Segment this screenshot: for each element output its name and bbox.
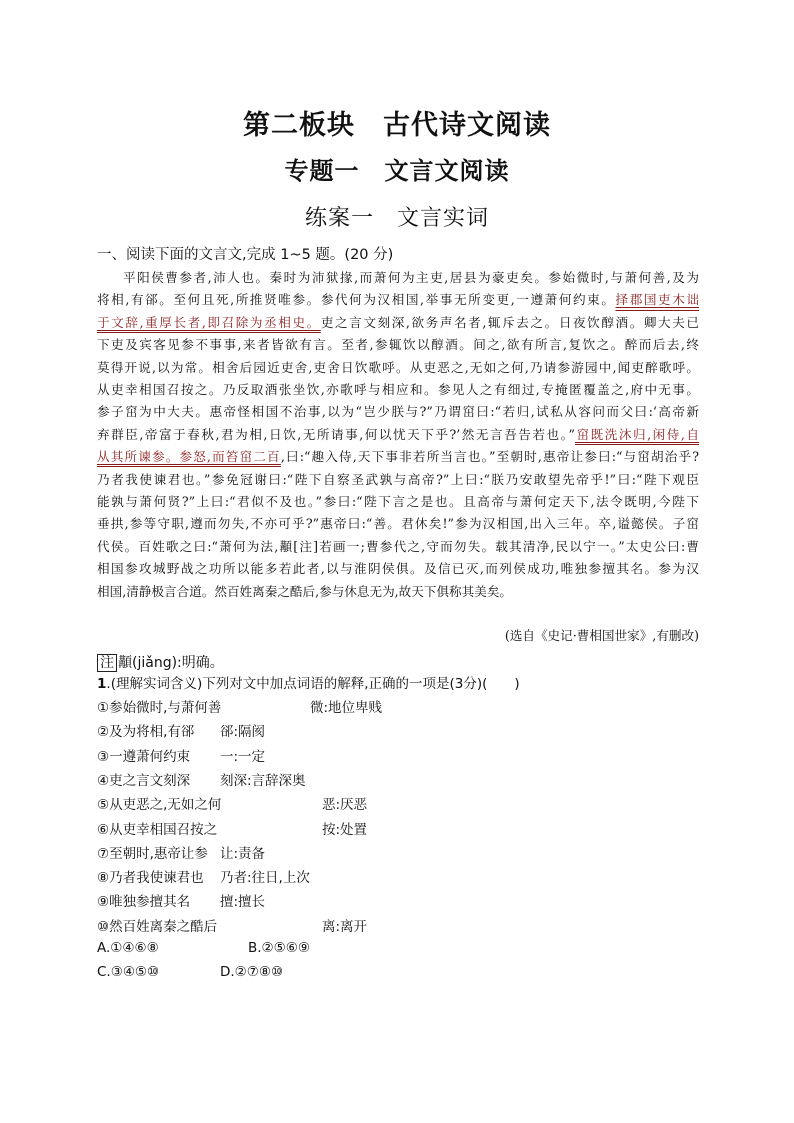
answer-choice[interactable]: D.②⑦⑧⑩ [220, 964, 284, 980]
passage-text: 从吏幸相国召按之。乃反取酒张坐饮,亦歌呼与相应和。参见人之有细过,专掩匿覆盖之,府中无事。 [97, 382, 699, 397]
passage-line [97, 537, 699, 557]
note-tag: 注 [97, 654, 117, 672]
question-stem [97, 673, 520, 695]
option-item-text: ⑩然百姓离秦之酷后 [97, 918, 218, 935]
underlined-sentence: 择郡国吏木诎 [615, 292, 700, 308]
note-text: 顜(jiǎng):明确。 [118, 655, 224, 671]
passage-text: 平阳侯曹参者,沛人也。秦时为沛狱掾,而萧何为主吏,居县为豪吏矣。参始微时,与萧何善,及为 [123, 270, 699, 285]
option-item-gloss: 让:责备 [220, 845, 266, 862]
option-item-text: ⑧乃者我使谏君也 [97, 870, 204, 887]
passage-text: 能孰与萧何贤?”上曰:“君似不及也。”参曰:“陛下言之是也。且高帝与萧何定天下,法令既明,今陛下 [97, 494, 699, 509]
option-item-text: ③一遵萧何约束 [97, 748, 191, 765]
question-number: 1 [97, 676, 107, 692]
answer-choice[interactable]: C.③④⑤⑩ [97, 964, 160, 980]
exercise-title: 练案一 文言实词 [304, 206, 489, 231]
answer-choice[interactable]: B.②⑤⑥⑨ [248, 940, 310, 956]
passage-text: 参子窋为中大夫。惠帝怪相国不治事,以为“岂少朕与?”乃谓窋曰:“若归,试私从容问而父曰:‘高帝新 [97, 404, 699, 420]
passage-text: 乃者我使谏君也。”参免冠谢曰:“陛下自察圣武孰与高帝?”上曰:“朕乃安敢望先帝乎!”曰:“陛下观臣 [97, 471, 699, 487]
underlined-sentence: 从其所谏参。参怒,而笞窋二百 [97, 449, 281, 465]
section-heading: 一、阅读下面的文言文,完成 1~5 题。(20 分) [97, 247, 394, 263]
answer-choice[interactable]: A.①④⑥⑧ [97, 940, 159, 956]
passage-text: 莫得开说,以为常。相舍后园近吏舍,吏舍日饮歌呼。从吏恶之,无如之何,乃请参游园中,闻吏醉歌呼。 [97, 359, 699, 375]
option-item-gloss: 离:离开 [322, 918, 368, 935]
annotation-note [97, 652, 224, 672]
passage-line [97, 290, 699, 310]
passage-line [97, 335, 699, 355]
option-item-gloss: 按:处置 [322, 821, 368, 838]
option-item-gloss: 乃者:往日,上次 [220, 870, 310, 887]
option-item-text: ④吏之言文刻深 [97, 772, 191, 789]
passage-text: 下吏及宾客见参不事事,来者皆欲有言。至者,参辄饮以醇酒。间之,欲有所言,复饮之。醉而后去,终 [97, 337, 699, 353]
passage-line [97, 380, 699, 400]
passage-line [97, 313, 699, 333]
option-item-text: ⑦至朝时,惠帝让参 [97, 845, 208, 862]
passage-line [97, 514, 699, 534]
passage-source: (选自《史记·曹相国世家》,有删改) [504, 628, 699, 643]
underlined-sentence: 窋既洗沐归,闲侍,自 [574, 426, 699, 442]
passage-text: 相国,清静极言合道。然百姓离秦之酷后,参与休息无为,故天下俱称其美矣。 [97, 583, 513, 599]
passage-text: 相国参攻城野战之功所以能多若此者,以与淮阴侯俱。及信已灭,而列侯成功,唯独参擅其名。参为汉 [97, 561, 699, 577]
passage-text: ,曰:“趣入侍,天下事非若所当言也。”至朝时,惠帝让参曰:“与窋胡治乎? [280, 449, 699, 465]
option-item-gloss: 微:地位卑贱 [310, 700, 383, 716]
option-item-gloss: 刻深:言辞深奥 [220, 772, 306, 789]
part-title: 第二板块 古代诗文阅读 [243, 110, 551, 141]
topic-title: 专题一 文言文阅读 [284, 157, 510, 185]
option-item-text: ⑥从吏幸相国召按之 [97, 821, 218, 838]
passage-line [97, 447, 699, 467]
question-text: .(理解实词含义)下列对文中加点词语的解释,正确的一项是(3分)( ) [106, 676, 520, 692]
passage-line [97, 492, 699, 512]
option-item-text: ①参始微时,与萧何善 [97, 700, 222, 716]
option-item-gloss: 一:一定 [220, 748, 266, 765]
passage-text: 弃群臣,帝富于春秋,君为相,日饮,无所请事,何以忧天下乎?’然无言吾告若也。” [97, 426, 575, 442]
passage-line [97, 470, 699, 490]
option-item-gloss: 擅:擅长 [220, 894, 266, 911]
passage-line [97, 582, 512, 602]
underlined-sentence: 于文辞,重厚长者,即召除为丞相史。 [97, 314, 321, 330]
option-item-gloss: 郤:隔阂 [220, 724, 266, 741]
passage-text: 垂拱,参等守职,遵而勿失,不亦可乎?”惠帝曰:“善。君休矣!”参为汉相国,出入三年。卒,谥懿侯。子窋 [97, 516, 699, 532]
option-item-text: ⑨唯独参擅其名 [97, 894, 191, 911]
passage-text: 将相,有郤。至何且死,所推贤唯参。参代何为汉相国,举事无所变更,一遵萧何约束。 [97, 292, 616, 308]
option-item-text: ②及为将相,有郤 [97, 724, 195, 741]
passage-text: 代侯。百姓歌之曰:“萧何为法,顜[注]若画一;曹参代之,守而勿失。载其清净,民以宁一。”太史公曰:曹 [97, 538, 699, 554]
option-item-text: ⑤从吏恶之,无如之何 [97, 797, 222, 814]
passage-line [97, 425, 699, 445]
option-item-gloss: 恶:厌恶 [322, 797, 368, 814]
passage-line [97, 402, 699, 422]
passage-line [123, 268, 699, 288]
passage-line [97, 559, 699, 579]
passage-line [97, 358, 699, 378]
passage-text: 吏之言文刻深,欲务声名者,辄斥去之。日夜饮醇酒。卿大夫已 [320, 314, 699, 330]
